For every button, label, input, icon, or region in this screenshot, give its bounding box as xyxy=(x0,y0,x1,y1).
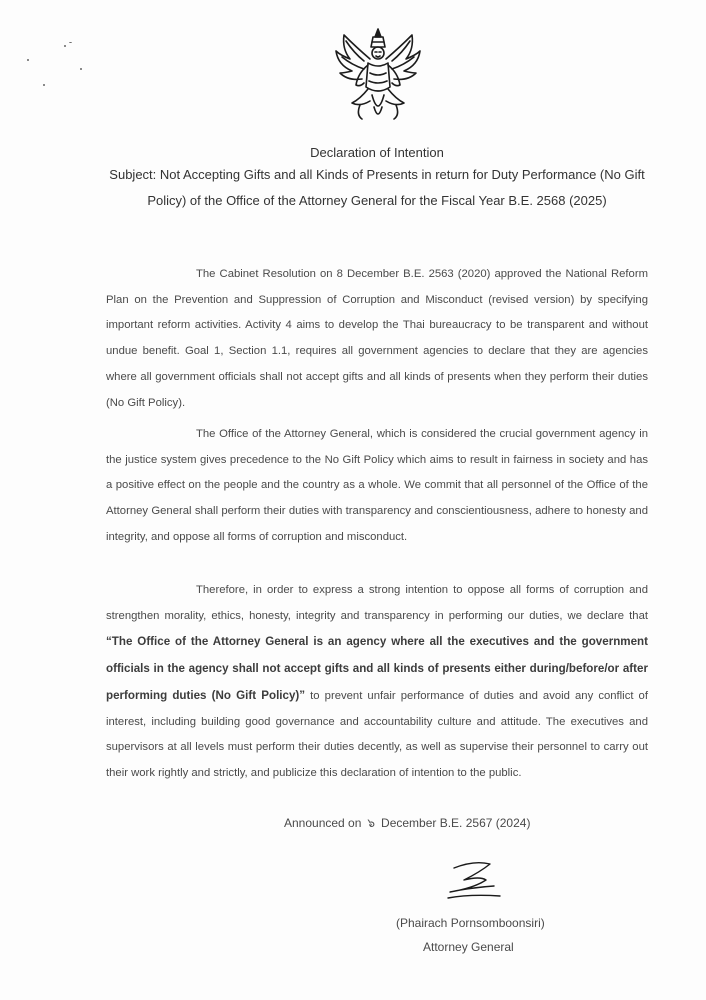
announced-prefix: Announced on xyxy=(284,816,362,830)
scan-speck xyxy=(64,45,66,47)
scan-speck xyxy=(69,42,72,43)
announced-month-year: December B.E. 2567 (2024) xyxy=(381,816,531,830)
paragraph-cabinet-resolution: The Cabinet Resolution on 8 December B.E. 2563 (2020) approved the National Reform Plan on the Prevention and Suppression of Corruption and Misconduct (revised version) by specifying important reform activities. Activity 4 aims to develop the Thai bureaucracy to be transparent and without undue benefit. Goal 1, Section 1.1, requires all government agencies to declare that they are agencies where all government officials shall not accept gifts and all kinds of presents when they perform their duties (No Gift Policy). xyxy=(106,268,648,409)
document-title: Declaration of Intention xyxy=(310,145,444,160)
declaration-intro-text: Therefore, in order to express a strong intention to oppose all forms of corruption and strengthen morality, ethics, honesty, integrity and transparency in performing our duties, we declare that xyxy=(106,584,648,622)
garuda-emblem-icon xyxy=(330,25,426,125)
scan-speck xyxy=(27,59,29,61)
scan-speck xyxy=(80,68,82,70)
announced-day-numeral: ๖ xyxy=(367,816,376,830)
paragraph-attorney-general-commitment: The Office of the Attorney General, which is considered the crucial government agency in the justice system gives precedence to the No Gift Policy which aims to result in fairness in society and has a positive effect on the people and the country as a whole. We commit that all personnel of the Office of the Attorney General shall perform their duties with transparency and conscientiousness, adhere to honesty and integrity, and oppose all forms of corruption and misconduct. xyxy=(106,428,648,543)
paragraph-declaration xyxy=(106,578,648,787)
declaration-bold-statement: “The Office of the Attorney General is an agency where all the executives and the government officials in the agency shall not accept gifts and all kinds of presents either during/before/or after performing duties (No Gift Policy)” xyxy=(106,635,648,702)
signer-name: (Phairach Pornsomboonsiri) xyxy=(396,916,545,930)
scan-speck xyxy=(43,84,45,86)
declaration-closing-text: to prevent unfair performance of duties and avoid any conflict of interest, including building good governance and accountability culture and attitude. The executives and supervisors at all levels must perform their duties decently, as well as supervise their personnel to carry out their work rightly and strictly, and publicize this declaration of intention to the public. xyxy=(106,689,648,779)
announcement-date xyxy=(284,814,530,833)
document-subject: Subject: Not Accepting Gifts and all Kinds of Presents in return for Duty Performance (No Gift Policy) of the Office of the Attorney General for the Fiscal Year B.E. 2568 (2025) xyxy=(109,167,645,208)
handwritten-signature xyxy=(440,858,504,904)
signer-title: Attorney General xyxy=(423,940,514,954)
